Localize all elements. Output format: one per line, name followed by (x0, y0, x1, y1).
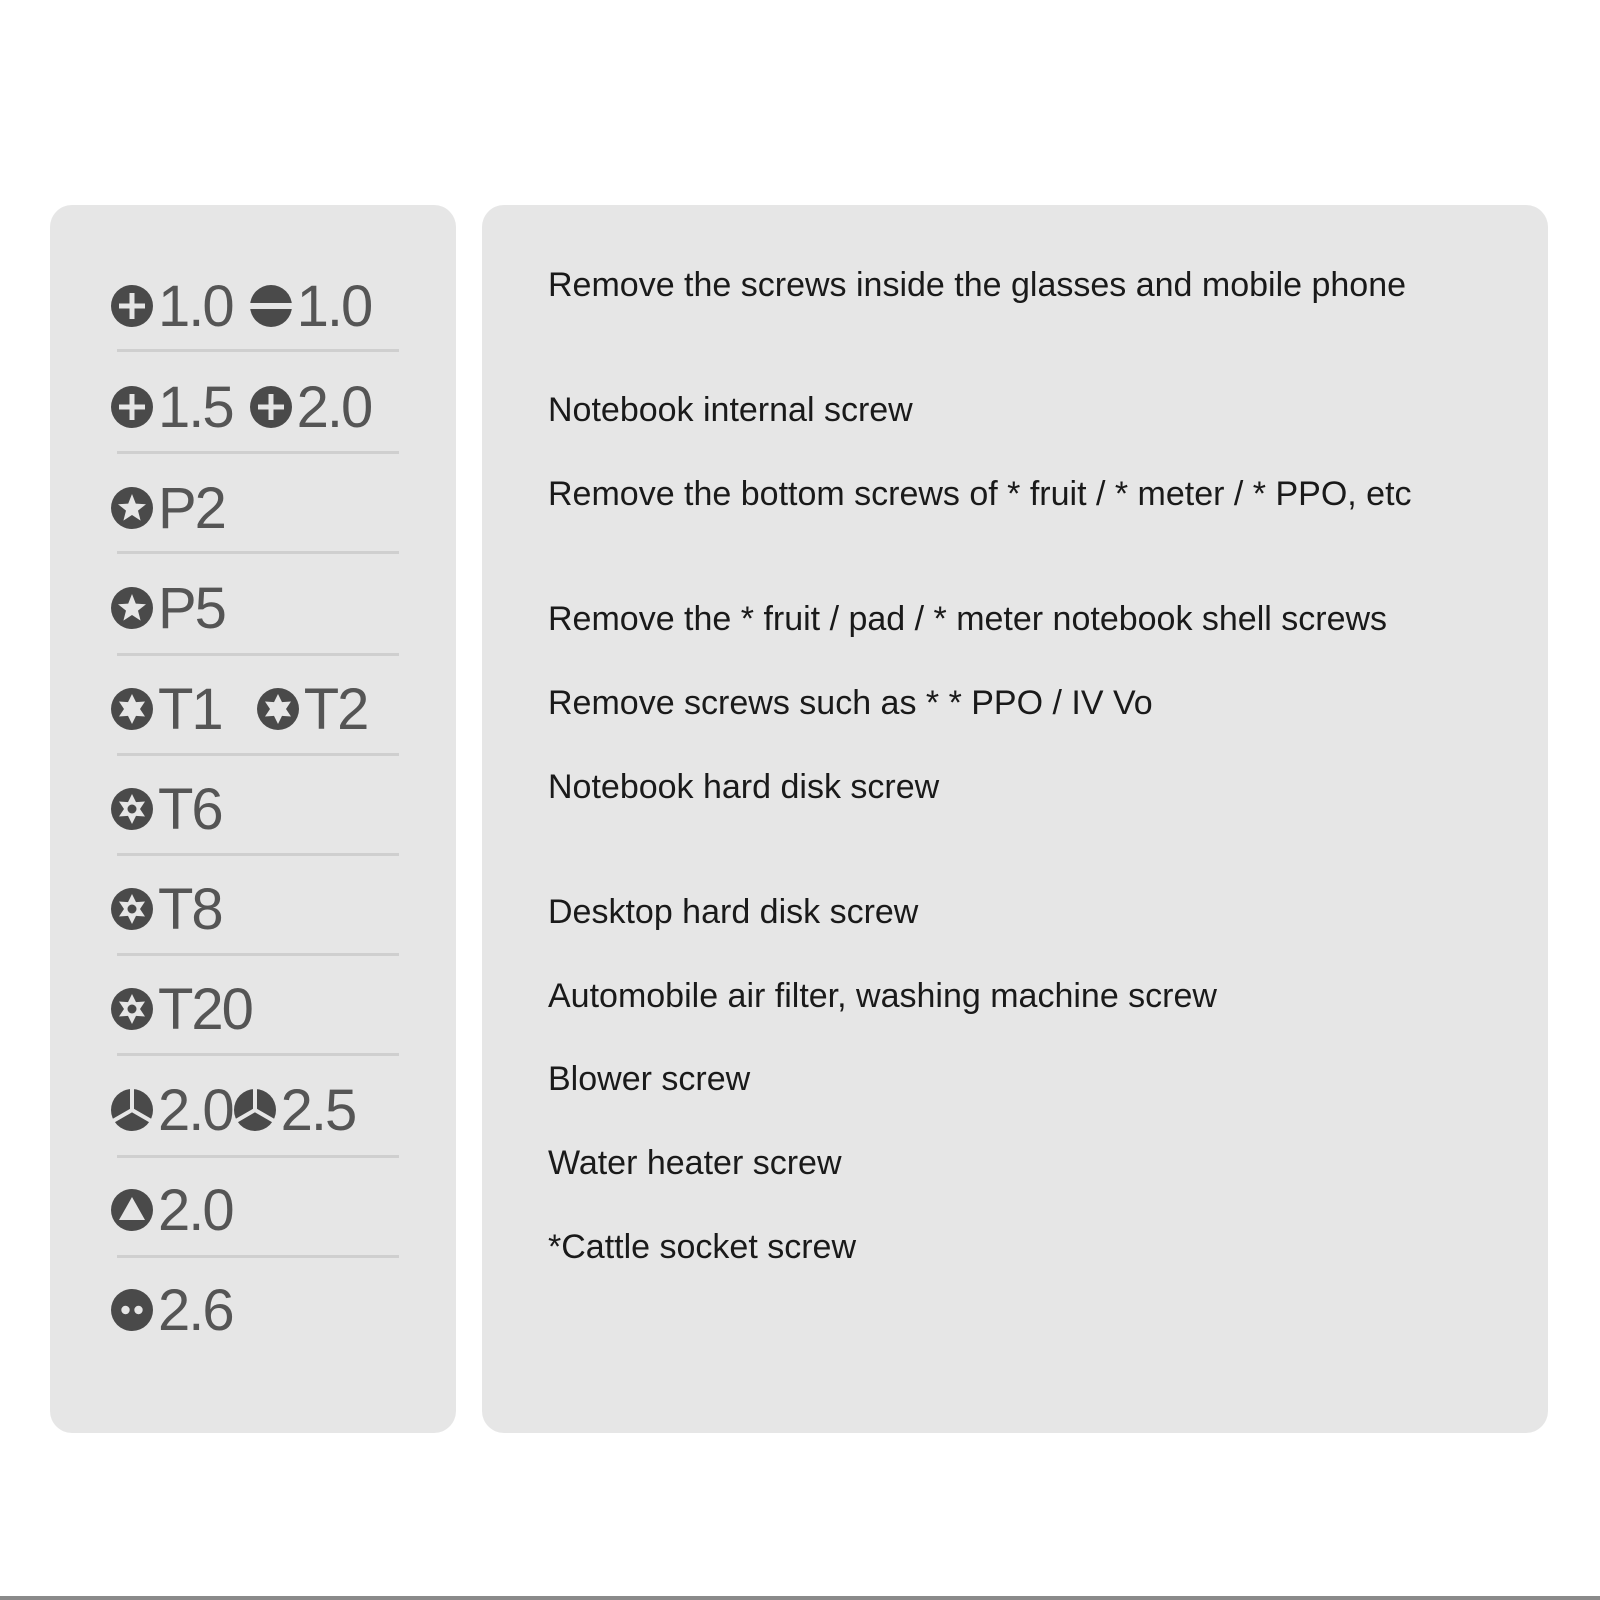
usage-description: *Cattle socket screw (548, 1228, 856, 1266)
phillips-icon (110, 284, 154, 328)
bit-item (256, 676, 368, 743)
bit-row (110, 958, 252, 1060)
usage-description: Remove the bottom screws of * fruit / * meter / * PPO, etc (548, 475, 1412, 513)
triangle-icon (110, 1188, 154, 1232)
usage-panel (482, 205, 1548, 1433)
bit-row (110, 1259, 233, 1361)
bit-item (110, 776, 222, 843)
bit-list-panel (50, 205, 456, 1433)
torx-security-icon (110, 987, 154, 1031)
bit-row (110, 557, 225, 659)
bottom-border (0, 1596, 1600, 1600)
torx-security-icon (110, 787, 154, 831)
tri-wing-icon (110, 1088, 154, 1132)
usage-description: Blower screw (548, 1060, 751, 1098)
row-divider (117, 953, 399, 956)
bit-size-label: 2.0 (158, 1177, 233, 1243)
bit-item (110, 876, 222, 943)
bit-item (110, 475, 225, 542)
row-divider (117, 753, 399, 756)
torx-icon (256, 687, 300, 731)
bit-size-label: T6 (158, 776, 222, 842)
row-divider (117, 653, 399, 656)
row-divider (117, 1255, 399, 1258)
phillips-icon (110, 385, 154, 429)
bit-item (233, 1077, 356, 1144)
bit-item (110, 976, 252, 1043)
pentalobe-icon (110, 486, 154, 530)
bit-size-label: P2 (158, 475, 225, 541)
row-divider (117, 1155, 399, 1158)
bit-row (110, 1159, 233, 1261)
bit-item (249, 273, 372, 340)
row-divider (117, 853, 399, 856)
usage-description: Remove the * fruit / pad / * meter notebook shell screws (548, 600, 1388, 638)
bit-size-label: 2.0 (296, 374, 372, 440)
usage-description: Remove the screws inside the glasses and mobile phone (548, 266, 1407, 304)
bit-size-label: T8 (158, 876, 222, 942)
bit-size-label: T20 (158, 976, 252, 1042)
phillips-icon (249, 385, 293, 429)
bit-item (110, 1277, 233, 1344)
bit-item (110, 1177, 233, 1244)
bit-row (110, 658, 367, 760)
spanner-icon (110, 1288, 154, 1332)
bit-size-label: 2.6 (158, 1277, 233, 1343)
bit-item (110, 575, 225, 642)
bit-size-label: P5 (158, 575, 225, 641)
bit-row (110, 1059, 355, 1161)
bit-size-label: 1.0 (158, 273, 233, 339)
bit-row (110, 255, 371, 357)
row-divider (117, 1053, 399, 1056)
bit-size-label: T1 (158, 676, 222, 742)
bit-size-label: 2.0 (158, 1077, 233, 1143)
row-divider (117, 349, 399, 352)
bit-row (110, 758, 222, 860)
usage-description: Notebook hard disk screw (548, 768, 940, 806)
bit-row (110, 356, 371, 458)
bit-size-label: T2 (303, 676, 368, 742)
bit-size-label: 2.5 (280, 1077, 356, 1143)
bit-item (249, 374, 372, 441)
bit-item (110, 273, 233, 340)
slotted-icon (249, 284, 293, 328)
bit-row (110, 858, 222, 960)
torx-icon (110, 687, 154, 731)
bit-item (110, 374, 233, 441)
pentalobe-icon (110, 586, 154, 630)
bit-row (110, 457, 225, 559)
bit-size-label: 1.0 (296, 273, 372, 339)
row-divider (117, 451, 399, 454)
usage-description: Notebook internal screw (548, 391, 913, 429)
tri-wing-icon (233, 1088, 277, 1132)
usage-description: Water heater screw (548, 1144, 842, 1182)
torx-security-icon (110, 887, 154, 931)
usage-description: Desktop hard disk screw (548, 893, 919, 931)
bit-size-label: 1.5 (158, 374, 233, 440)
usage-description: Automobile air filter, washing machine screw (548, 977, 1217, 1015)
usage-description: Remove screws such as * * PPO / IV Vo (548, 684, 1153, 722)
bit-item (110, 1077, 233, 1144)
bit-item (110, 676, 222, 743)
row-divider (117, 551, 399, 554)
